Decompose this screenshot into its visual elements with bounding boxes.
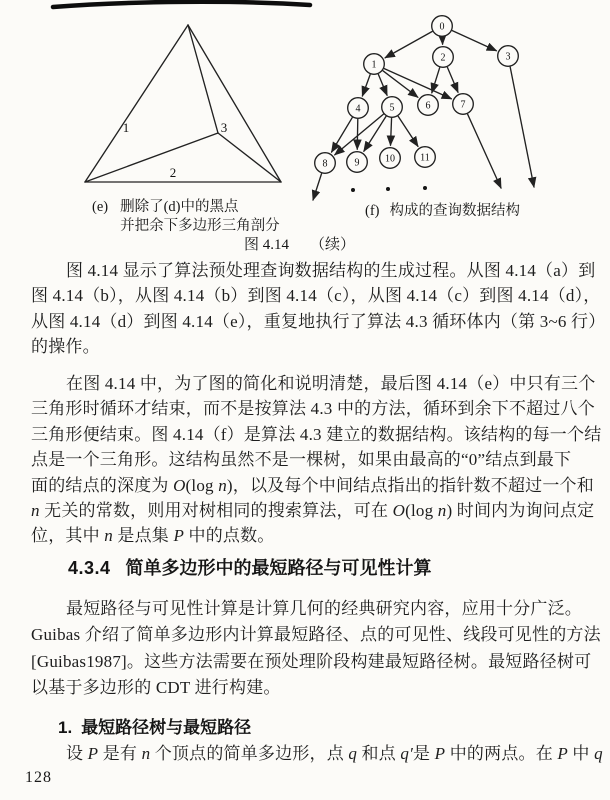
- ellipsis-dot: [423, 186, 427, 190]
- svg-text:2: 2: [440, 52, 446, 64]
- text-segment: 设: [66, 744, 88, 763]
- section-heading-4-3-4: [68, 554, 432, 580]
- svg-text:1: 1: [371, 59, 377, 71]
- text-segment: 位，其中: [31, 526, 105, 546]
- text-segment: 中的两点。在: [445, 744, 558, 763]
- paragraph-definition: [31, 741, 603, 766]
- text-line: [31, 649, 592, 675]
- text-segment: 以基于多边形的 CDT 进行构建。: [31, 678, 281, 698]
- text-segment: P: [434, 744, 446, 763]
- dag-edge-2-6: [432, 68, 440, 93]
- text-segment: P: [173, 526, 185, 546]
- text-segment: (log: [185, 475, 219, 495]
- triangle-region-label: 2: [169, 165, 177, 180]
- caption-e: [92, 198, 280, 236]
- svg-text:3: 3: [505, 51, 511, 63]
- dag-edge-5-11: [398, 116, 418, 146]
- triangle-region-label: 3: [220, 120, 228, 135]
- paragraph-structure-explanation: [31, 371, 602, 549]
- subsection-number: 1.: [58, 718, 73, 737]
- text-segment: q: [348, 744, 358, 763]
- dag-edge-0-3: [452, 31, 496, 51]
- dag-exit-arrow-8: [313, 174, 322, 200]
- svg-text:8: 8: [322, 158, 328, 170]
- ellipsis-dot: [351, 188, 355, 192]
- svg-text:5: 5: [389, 102, 395, 114]
- dag-edge-1-7: [384, 69, 451, 99]
- text-segment: n: [104, 526, 113, 546]
- caption-e-line1: 删除了(d)中的黑点: [120, 199, 239, 215]
- triangle-edge: [218, 133, 281, 182]
- dag-edge-4-9: [357, 119, 358, 149]
- text-segment: n: [141, 744, 151, 763]
- text-segment: 面的结点的深度为: [31, 475, 174, 495]
- text-segment: (log: [405, 501, 438, 521]
- svg-text:10: 10: [385, 153, 395, 165]
- triangle-edge: [85, 133, 218, 182]
- text-segment: 的操作。: [31, 337, 100, 357]
- ellipsis-dot: [386, 187, 390, 191]
- dag-node-1: [364, 54, 385, 75]
- svg-text:9: 9: [354, 157, 360, 169]
- dag-node-8: [315, 153, 336, 174]
- text-line: [31, 622, 601, 648]
- svg-text:11: 11: [420, 152, 430, 164]
- text-segment: P: [87, 744, 99, 763]
- text-line: [31, 334, 589, 359]
- figure-label-number: 图 4.14: [244, 237, 290, 253]
- caption-e-marker: (e): [92, 199, 109, 215]
- query-structure-figure-f: [313, 16, 534, 200]
- section-title: 简单多边形中的最短路径与可见性计算: [125, 558, 432, 578]
- dag-node-2: [433, 47, 454, 68]
- text-segment: 在图 4.14 中，为了图的简化和说明清楚，最后图 4.14（e）中只有三个: [66, 374, 596, 393]
- dag-node-4: [348, 98, 369, 119]
- text-segment: O: [392, 501, 406, 521]
- dag-edge-1-6: [383, 71, 418, 97]
- dag-edge-1-5: [378, 74, 387, 95]
- dag-node-7: [453, 94, 474, 115]
- text-segment: P: [557, 744, 568, 763]
- text-segment: O: [173, 475, 186, 495]
- text-segment: 中: [567, 744, 595, 763]
- text-segment: q: [594, 744, 603, 763]
- svg-text:4: 4: [355, 103, 361, 115]
- text-line: [31, 422, 602, 447]
- triangle-edge: [188, 25, 218, 133]
- text-segment: 从图 4.14（d）到图 4.14（e），重复地执行了算法 4.3 循环体内（第 3~6 行）: [31, 311, 606, 331]
- dag-node-0: [432, 16, 453, 37]
- text-line: [31, 258, 596, 283]
- subsection-heading-1: [58, 713, 251, 738]
- dag-node-9: [347, 152, 368, 173]
- text-line: [31, 675, 589, 701]
- text-segment: 是有: [98, 744, 142, 763]
- text-segment: 三角形便结束。图 4.14（f）是算法 4.3 建立的数据结构。该结构的每一个结: [31, 424, 602, 444]
- dag-node-3: [498, 46, 519, 67]
- dag-exit-arrow-7: [468, 114, 501, 188]
- text-line: [31, 447, 589, 472]
- text-segment: Guibas 介绍了简单多边形内计算最短路径、点的可见性、线段可见性的方法: [31, 625, 601, 645]
- text-segment: q′: [400, 744, 414, 763]
- text-line: [31, 498, 595, 523]
- triangle-region-label: 1: [122, 120, 130, 135]
- triangle-edge: [85, 25, 188, 182]
- dag-node-6: [418, 95, 439, 116]
- text-segment: n: [31, 501, 40, 521]
- text-line: [31, 396, 595, 421]
- dag-node-10: [380, 148, 401, 169]
- dag-edge-1-4: [362, 75, 370, 96]
- triangulated-polygon-figure-e: [85, 25, 281, 182]
- svg-text:6: 6: [425, 100, 431, 112]
- scan-artifact-bar: [53, 2, 310, 7]
- dag-node-5: [382, 97, 403, 118]
- text-line: [31, 596, 589, 622]
- dag-node-11: [415, 147, 436, 168]
- text-segment: 和点: [357, 744, 401, 763]
- subsection-title: 最短路径树与最短路径: [81, 718, 252, 737]
- caption-e-line2: 并把余下多边形三角剖分: [120, 218, 280, 234]
- dag-exit-arrow-3: [510, 67, 534, 187]
- text-segment: n: [437, 501, 447, 521]
- caption-f-marker: (f): [365, 203, 380, 219]
- text-segment: [Guibas1987]。这些方法需要在预处理阶段构建最短路径树。最短路径树可: [31, 651, 592, 671]
- page-number: 128: [25, 769, 52, 786]
- text-line: [31, 309, 606, 334]
- text-line: [31, 523, 589, 548]
- paragraph-shortest-path-intro: [31, 596, 601, 702]
- text-segment: 是点集: [112, 526, 174, 546]
- text-line: [31, 283, 601, 308]
- dag-edge-0-1: [385, 32, 432, 58]
- section-number: 4.3.4: [68, 558, 111, 578]
- text-line: [31, 371, 596, 396]
- text-segment: ) 时间内为询问点定: [446, 501, 595, 521]
- text-segment: 个顶点的简单多边形，点: [150, 744, 349, 763]
- text-segment: 三角形时循环才结束，而不是按算法 4.3 中的方法，循环到余下不超过八个: [31, 399, 595, 419]
- text-line: [31, 473, 594, 498]
- caption-f-text: 构成的查询数据结构: [389, 203, 520, 219]
- text-segment: 点是一个三角形。这结构虽然不是一棵树，如果由最高的“0”结点到最下: [31, 450, 572, 470]
- caption-f: [365, 202, 520, 221]
- text-segment: )，以及每个中间结点指出的指针数不超过一个和: [226, 475, 594, 495]
- text-line: [31, 741, 603, 766]
- text-segment: 是: [413, 744, 435, 763]
- figure-label: [244, 233, 355, 254]
- triangle-edge: [188, 25, 281, 182]
- figure-label-suffix: （续）: [310, 237, 356, 253]
- text-segment: 图 4.14 显示了算法预处理查询数据结构的生成过程。从图 4.14（a）到: [66, 261, 596, 280]
- text-segment: 无关的常数，则用对树相同的搜索算法，可在: [39, 501, 393, 521]
- dag-edge-4-8: [332, 118, 353, 152]
- paragraph-generation-process: [31, 258, 606, 360]
- text-segment: n: [218, 475, 227, 495]
- dag-edge-2-7: [447, 67, 458, 92]
- svg-text:0: 0: [439, 21, 445, 33]
- text-segment: 中的点数。: [184, 526, 275, 546]
- dag-edge-5-10: [391, 118, 392, 145]
- text-segment: 图 4.14（b），从图 4.14（b）到图 4.14（c），从图 4.14（c）到图 4.14（d），: [31, 286, 601, 306]
- text-segment: 最短路径与可见性计算是计算几何的经典研究内容，应用十分广泛。: [66, 599, 582, 618]
- svg-text:7: 7: [460, 99, 466, 111]
